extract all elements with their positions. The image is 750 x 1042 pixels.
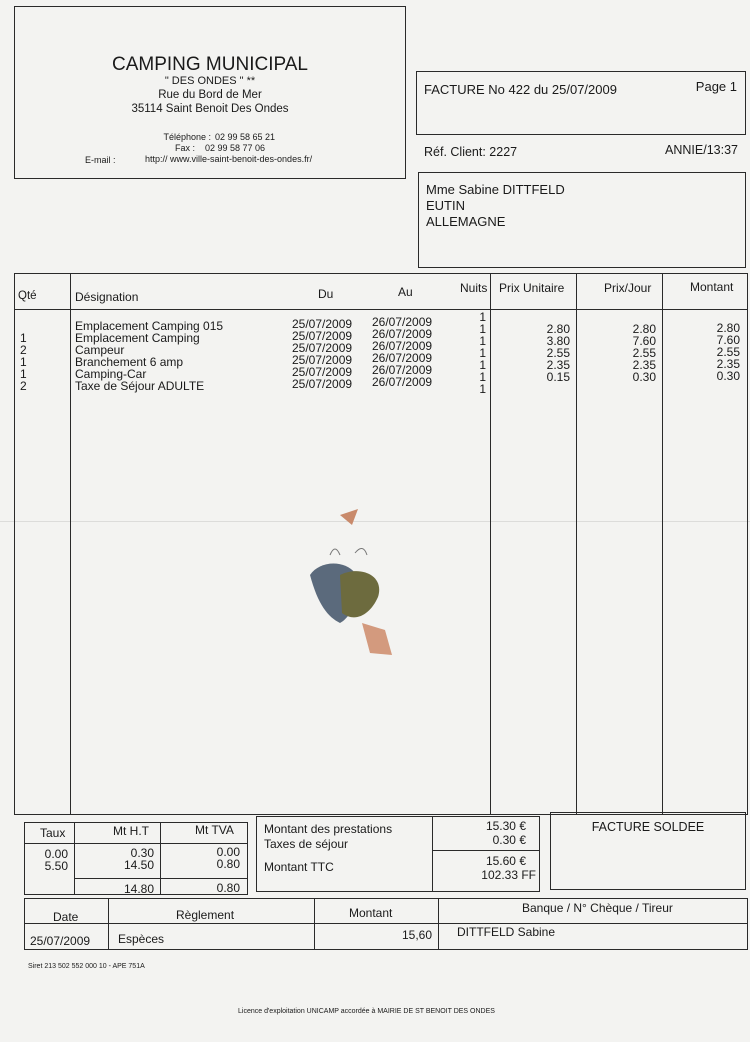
payment-header-method: Règlement (176, 908, 235, 922)
table-cell-unit-price: 2.35 (546, 358, 570, 372)
operator-time: ANNIE/13:37 (665, 143, 738, 157)
ttc-amount-eur: 15.60 € (485, 854, 526, 868)
phone-number: 02 99 58 65 21 (215, 132, 276, 142)
camping-subname: " DES ONDES " ** (164, 75, 256, 87)
invoice-page: Page 1 (695, 79, 737, 94)
camping-city: 35114 Saint Benoit Des Ondes (131, 103, 289, 115)
table-cell-unit-price: 0.15 (546, 370, 570, 384)
table-cell-qty: 2 (20, 343, 27, 357)
tourist-tax-label: Taxes de séjour (264, 837, 349, 851)
table-cell-designation: Campeur (75, 343, 125, 357)
table-cell-nights: 1 (479, 334, 486, 348)
nights-column (466, 323, 486, 395)
header-price-per-day: Prix/Jour (604, 281, 652, 295)
ttc-amount-ff: 102.33 FF (481, 868, 536, 882)
vat-cell-rate: 0.00 (44, 847, 68, 861)
payment-header-bank: Banque / N° Chèque / Tireur (522, 901, 673, 915)
fax-label: Fax : (174, 143, 195, 153)
payment-header-date: Date (53, 910, 79, 924)
table-cell-from: 25/07/2009 (292, 365, 353, 379)
table-cell-from: 25/07/2009 (292, 341, 353, 355)
vat-total-ht: 14.80 (123, 882, 154, 896)
table-cell-to: 26/07/2009 (372, 315, 433, 329)
items-header-separator (14, 309, 748, 310)
amount-column (690, 322, 740, 382)
designation-column (75, 320, 223, 392)
from-column (292, 318, 352, 390)
client-reference: Réf. Client: 2227 (424, 145, 518, 159)
website-url: http:// www.ville-saint-benoit-des-ondes.fr/ (145, 154, 313, 164)
table-cell-amount: 2.35 (716, 357, 740, 371)
qty-column (20, 320, 27, 392)
table-cell-designation: Emplacement Camping 015 (75, 319, 224, 333)
payment-date: 25/07/2009 (30, 934, 91, 948)
camping-street: Rue du Bord de Mer (158, 89, 262, 101)
table-cell-qty: 1 (20, 367, 27, 381)
services-label: Montant des prestations (264, 822, 393, 836)
vat-rate-column (26, 848, 68, 872)
table-cell-qty: 1 (20, 331, 27, 345)
table-cell-designation: Taxe de Séjour ADULTE (75, 379, 205, 393)
table-cell-designation: Camping-Car (75, 367, 147, 381)
table-cell-from: 25/07/2009 (292, 329, 353, 343)
phone-label: Téléphone : (163, 132, 211, 142)
vat-cell-ht: 14.50 (123, 858, 154, 872)
table-cell-nights: 1 (479, 382, 486, 396)
table-cell-nights: 1 (479, 346, 486, 360)
debris-stain (300, 505, 400, 665)
vat-cell-rate: 5.50 (44, 859, 68, 873)
table-cell-price-per-day: 2.55 (632, 346, 656, 360)
table-cell-from: 25/07/2009 (292, 353, 353, 367)
vat-total-tva: 0.80 (216, 881, 240, 895)
unit-price-column (520, 323, 570, 383)
table-cell-from: 25/07/2009 (292, 377, 353, 391)
table-cell-designation: Emplacement Camping (75, 331, 200, 345)
payment-amount: 15,60 (401, 928, 432, 942)
table-cell-from: 25/07/2009 (292, 317, 353, 331)
camping-info-box (14, 6, 406, 179)
services-amount: 15.30 € (485, 819, 526, 833)
fax-number: 02 99 58 77 06 (205, 143, 266, 153)
table-cell-qty: 1 (20, 355, 27, 369)
vat-ht-column (100, 847, 154, 871)
table-cell-price-per-day: 0.30 (632, 370, 656, 384)
status-box (550, 812, 746, 890)
header-from: Du (318, 287, 334, 301)
table-cell-nights: 1 (479, 370, 486, 384)
header-to: Au (398, 285, 413, 299)
invoice-title: FACTURE No 422 du 25/07/2009 (424, 82, 617, 97)
table-cell-price-per-day: 7.60 (632, 334, 656, 348)
table-cell-amount: 2.80 (716, 321, 740, 335)
table-cell-price-per-day: 2.35 (632, 358, 656, 372)
client-address-box (418, 172, 746, 268)
invoice-header-box (416, 71, 746, 135)
table-cell-unit-price: 2.80 (546, 322, 570, 336)
vat-cell-ht: 0.30 (130, 846, 154, 860)
table-cell-designation: Branchement 6 amp (75, 355, 184, 369)
licence-line: Licence d'exploitation UNICAMP accordée à MAIRIE DE ST BENOIT DES ONDES (238, 1008, 495, 1015)
to-column (372, 316, 432, 388)
extra-nights-value: 1 (479, 310, 486, 324)
payment-method: Espèces (118, 932, 165, 946)
table-cell-to: 26/07/2009 (372, 351, 433, 365)
table-cell-to: 26/07/2009 (372, 363, 433, 377)
table-cell-amount: 7.60 (716, 333, 740, 347)
email-label: E-mail : (85, 155, 116, 165)
payment-bank-payer: DITTFELD Sabine (457, 925, 556, 939)
siret-line: Siret 213 502 552 000 10 - APE 751A (28, 963, 145, 970)
header-designation: Désignation (75, 290, 139, 304)
status-badge: FACTURE SOLDEE (591, 820, 705, 834)
header-nights: Nuits (460, 281, 488, 295)
table-cell-to: 26/07/2009 (372, 375, 433, 389)
vat-tva-column (186, 846, 240, 870)
table-cell-amount: 0.30 (716, 369, 740, 383)
payment-header-amount: Montant (349, 906, 393, 920)
table-cell-qty: 2 (20, 379, 27, 393)
vat-cell-tva: 0.80 (216, 857, 240, 871)
table-cell-to: 26/07/2009 (372, 339, 433, 353)
table-cell-amount: 2.55 (716, 345, 740, 359)
client-name: Mme Sabine DITTFELD (426, 182, 565, 197)
table-cell-unit-price: 3.80 (546, 334, 570, 348)
client-town: EUTIN (426, 198, 465, 213)
tourist-tax-amount: 0.30 € (492, 833, 526, 847)
client-country: ALLEMAGNE (426, 214, 506, 229)
ttc-label: Montant TTC (264, 860, 334, 874)
header-amount: Montant (690, 280, 734, 294)
vat-header-tva: Mt TVA (195, 823, 234, 837)
vat-header-ht: Mt H.T (113, 824, 149, 838)
table-cell-unit-price: 2.55 (546, 346, 570, 360)
table-cell-to: 26/07/2009 (372, 327, 433, 341)
table-cell-nights: 1 (479, 358, 486, 372)
camping-name: CAMPING MUNICIPAL (111, 54, 308, 75)
header-unit-price: Prix Unitaire (499, 281, 565, 295)
vat-cell-tva: 0.00 (216, 845, 240, 859)
header-qty: Qté (18, 290, 37, 302)
table-cell-nights: 1 (479, 322, 486, 336)
table-cell-price-per-day: 2.80 (632, 322, 656, 336)
vat-header-rate: Taux (40, 826, 66, 840)
price-per-day-column (606, 323, 656, 383)
